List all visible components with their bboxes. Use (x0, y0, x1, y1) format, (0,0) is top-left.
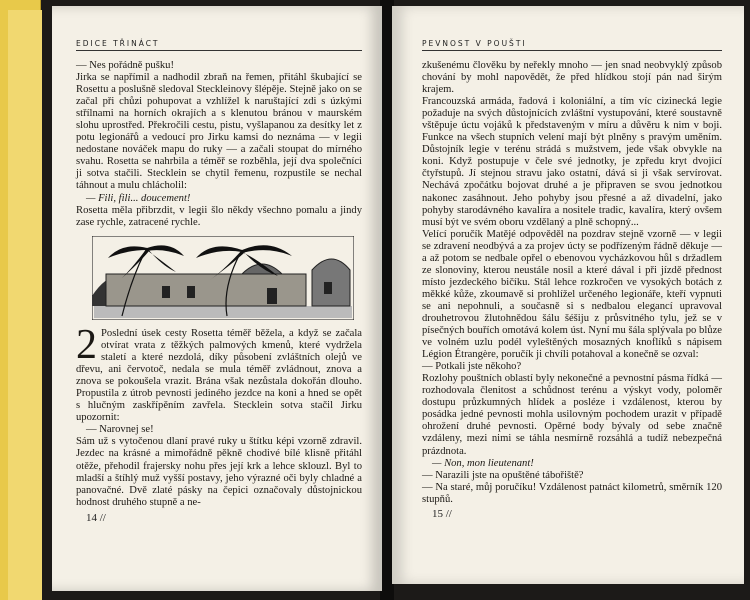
paragraph: — Potkali jste někoho? (422, 361, 522, 373)
left-text-bottom (76, 322, 362, 509)
paragraph: Sám už s vytočenou dlaní pravé ruky u štítku képi vzorně zdravil. Jezdec na krásné a mimořádně pěkně chodivé bílé klisně přitáhl otěže, přehodil frajersky nohu přes její krk a lehce sklouzl. Byl to mladší a štíhlý muž vyšší postavy, jeho výrazné oči byly chladné a panovačné. Dvě zlaté pásky na čepici označovaly důstojnickou hodnost druhého stupně a ne- (76, 436, 362, 508)
paragraph: — Na staré, můj poručíku! Vzdálenost patnáct kilometrů, směrník 120 stupňů. (422, 481, 722, 505)
paragraph: zkušenému člověku by neřekly mnoho — jen snad neobvyklý způsob chování by mohl napovědět, že před hlídkou stojí pán nad širým krajem. (422, 60, 722, 96)
right-page (392, 6, 744, 584)
left-text-top (76, 60, 362, 229)
header-rule-left (76, 50, 362, 51)
paragraph: — Nes pořádně pušku! (76, 60, 174, 71)
page-number-left: 14 // (86, 512, 106, 524)
paragraph: Jirka se napřímil a nadhodil zbraň na řemen, přitáhl škubající se Rosettu a poslušně sledoval Steckleinovy šlépěje. Stejně jako on se začal při chůzi pohupovat a vzhlížel k naruštající zdi s úzkými střílnami na horních okrajích a s klenutou bránou v maurském slohu uprostřed. Překročili cestu, pistu, vyšlapanou za desítky let z potu legionářů a vedoucí pro Jirku kamsi do neznáma — v legii nedostane nováček mapu do ruky — a začali stoupat do mírného svahu. Rosetta se nahrbila a téměř se rozběhla, její dva společníci ji sotva stačili. Stecklein se chytil řemenu, rozpustile se nechal táhnout a mulu chlácholil: (76, 72, 362, 192)
paragraph: — Non, mon lieutenant! (432, 457, 534, 469)
book-cover-edge (8, 10, 42, 600)
right-text (422, 60, 722, 506)
header-rule-right (422, 50, 722, 51)
paragraph: Velící poručík Matějé odpověděl na pozdrav stejně vzorně — v legii se zdravení neodbývá a za projev úcty se podřízeným řádně děkuje — a až potom se nedbale opřel o ebenovou vycházkovou hůl s držadlem ze slonoviny, kterou neustále nosil a které dával i při jízdě přednost místo jezdeckého bičíku. Stál lehce rozkročen ve vysokých botách z měkké kůže, zkoumavě si prohlížel určeného legionáře, kteří vypnuti se ani nepohnuli, a současně si s nedbalou elegancí upravoval drouhetrovou žlutohnědou šálu šéšiju z průsvitného tylu, jež se v písečných bouřích omotává kolem úst. Nyní mu šála splývala po blůze ve volném uzlu podél vyleštěných mosazných knoflíků s nápisem Légion Étrangère, poručík ji chvíli potahoval a konečně se ozval: (422, 228, 722, 361)
fortress-illustration (92, 236, 354, 320)
paragraph: — Fili, fili... doucement! (86, 192, 191, 204)
paragraph: — Narovnej se! (86, 424, 154, 436)
paragraph: Francouzská armáda, řadová i koloniální, a tím víc cizinecká legie požaduje na svých důstojnících zvláštní vystupování, které soustavně vštěpuje úctu vojáků k představeným v míru a důvěru k nim v boji. Funkce na všech stupních velení mají být plněny s pravým uměním. Důstojník legie v terénu strádá s mužstvem, jede však obvykle na koni. Když postupuje v čele své jednotky, je zpředu kryt dvojicí čtyřstupů. Jí stejnou stravu jako ostatní, dává si ji však servírovat. Nechává zpočátku bojovat druhé a je připraven se svou jednotkou nakonec zasáhnout. Jeho pohyby jsou přesné a až divadelní, jako pohyby starodávného kavalíra a nositele tradic, kavalíra, který ovšem musí být ve svém oboru vzdělaný a plně schopný... (422, 96, 722, 228)
page-number-right: 15 // (432, 508, 452, 520)
running-head-right: PEVNOST V POUŠTI (422, 39, 527, 48)
running-head-left: EDICE TŘINÁCT (76, 39, 160, 48)
paragraph: Poslední úsek cesty Rosetta téměř běžela, a když se začala otvírat vrata z těžkých palmových kmenů, které vydržela staletí a které nezdolá, díky působení zvláštních olejů ve dřevu, ani červotoč, nedala se mula téměř zvládnout, znova a znova se pokoušela vrazit. Brána však nezůstala dokořán dlouho. Propustila z útrob pevnosti jediného jezdce na koni a hned se opět s hlučným zaskřípěním zavřela. Stecklein sotva stačil Jirku upozornit: (76, 328, 362, 424)
chapter-number: 2 (76, 322, 97, 368)
paragraph: Rozlohy pouštních oblastí byly nekonečné a pevnostní pásma řídká — rozhodovala členitost a schůdnost terénu a výskyt vody, poloměr dostupu průzkumných hlídek a posléze i vzdálenost, kterou by posádka jedné pevnosti mohla usilovným pochodem urazit v případě ohrožení druhé pevnosti. Opěrné body bývaly od sebe značně vzdáleny, mezi nimi se táhla nesmírně rozsáhlá a tudíž nebezpečná prázdnota. (422, 373, 722, 457)
left-page (52, 6, 382, 591)
paragraph: — Narazili jste na opuštěné tábořiště? (422, 469, 584, 481)
paragraph: Rosetta měla přibrzdit, v legii šlo někdy všechno pomalu a jindy zase rychle, zatracené rychle. (76, 204, 362, 228)
